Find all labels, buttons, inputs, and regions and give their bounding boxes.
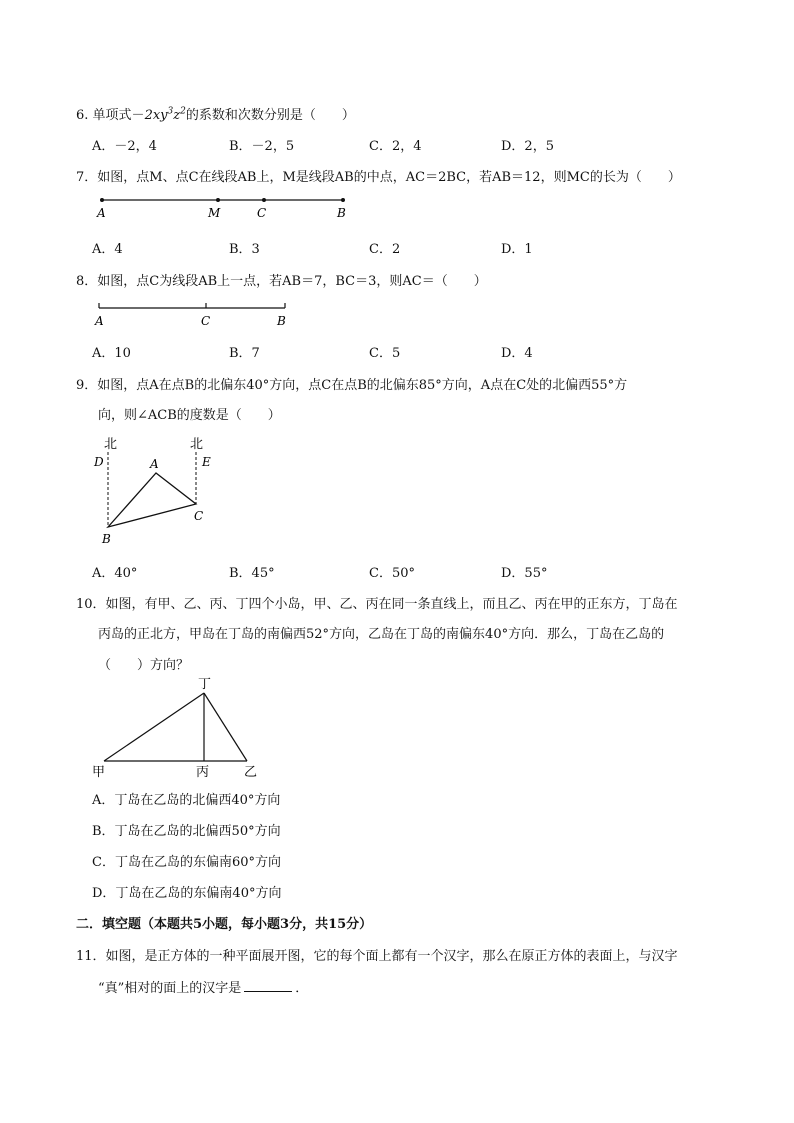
option-c[interactable]: C．5	[369, 346, 401, 361]
option-b[interactable]: B．－2，5	[229, 139, 295, 154]
point-b	[341, 198, 345, 202]
segment-figure-q8	[92, 298, 302, 330]
question-text: 单项式－	[92, 108, 145, 123]
point-m	[216, 198, 220, 202]
question-text: 的系数和次数分别是（ ）	[185, 108, 355, 123]
option-d[interactable]: D．2，5	[501, 139, 554, 154]
label-m: M	[208, 206, 221, 220]
label-c: C	[194, 509, 204, 523]
label-ding: 丁	[198, 677, 212, 692]
question-number: 10．	[76, 597, 106, 612]
label-a: A	[150, 457, 159, 471]
question-number: 9．	[76, 378, 98, 393]
line-ding-yi	[204, 693, 247, 761]
point-c	[262, 198, 266, 202]
question-10-line3: （ ）方向？	[98, 658, 190, 673]
question-9-line1	[76, 374, 627, 393]
label-yi: 乙	[244, 765, 258, 780]
line-jia-ding	[104, 693, 204, 761]
triangle-abc	[108, 473, 196, 527]
option-a[interactable]: A．10	[92, 346, 131, 361]
label-north-2: 北	[190, 437, 204, 452]
question-number: 7．	[76, 170, 98, 185]
question-text: 如图，点A在点B的北偏东40°方向，点C在点B的北偏东85°方向，A点在C处的北偏西55°方	[97, 378, 628, 393]
question-text: “真”相对的面上的汉字是	[98, 981, 242, 996]
question-text: ．	[295, 981, 309, 996]
option-d[interactable]: D．4	[501, 346, 533, 361]
question-number: 11．	[76, 949, 106, 964]
label-north-1: 北	[104, 437, 118, 452]
label-b: B	[102, 532, 111, 546]
label-b: B	[277, 314, 286, 328]
label-c: C	[257, 206, 267, 220]
label-b: B	[337, 206, 346, 220]
option-a[interactable]: A．－2，4	[92, 139, 157, 154]
label-jia: 甲	[92, 765, 106, 780]
option-d[interactable]: D．1	[501, 242, 533, 257]
label-e: E	[202, 455, 211, 469]
option-c[interactable]: C．50°	[369, 566, 415, 581]
label-bing: 丙	[196, 765, 210, 780]
option-b[interactable]: B．45°	[229, 566, 275, 581]
option-b[interactable]: B．7	[229, 346, 260, 361]
option-a[interactable]: A．丁岛在乙岛的北偏西40°方向	[92, 793, 281, 808]
question-text: 如图，点M、点C在线段AB上，M是线段AB的中点，AC＝2BC，若AB＝12，则MC的长为（ ）	[97, 170, 681, 185]
answer-blank[interactable]	[244, 979, 292, 992]
label-d: D	[94, 455, 104, 469]
question-text: 如图，是正方体的一种平面展开图，它的每个面上都有一个汉字，那么在原正方体的表面上，与汉字	[105, 949, 678, 964]
island-figure-q10	[88, 674, 268, 784]
question-text: 如图，有甲、乙、丙、丁四个小岛，甲、乙、丙在同一条直线上，而且乙、丙在甲的正东方，丁岛在	[105, 597, 678, 612]
direction-figure-q9	[88, 430, 228, 550]
option-c[interactable]: C．2	[369, 242, 401, 257]
option-b[interactable]: B．丁岛在乙岛的北偏西50°方向	[92, 824, 281, 839]
question-7-stem	[76, 166, 681, 185]
option-a[interactable]: A．4	[92, 242, 123, 257]
segment-figure-q7	[92, 192, 362, 222]
option-b[interactable]: B．3	[229, 242, 260, 257]
option-c[interactable]: C．丁岛在乙岛的东偏南60°方向	[92, 855, 281, 870]
question-number: 6.	[76, 108, 89, 123]
option-d[interactable]: D．丁岛在乙岛的东偏南40°方向	[92, 886, 282, 901]
option-c[interactable]: C．2，4	[369, 139, 422, 154]
label-c: C	[201, 314, 211, 328]
math-expression: $2xy^3z^2$	[144, 106, 186, 123]
question-11-line1	[76, 945, 678, 964]
label-a: A	[97, 206, 106, 220]
question-10-line1	[76, 593, 678, 612]
question-10-line2: 丙岛的正北方，甲岛在丁岛的南偏西52°方向，乙岛在丁岛的南偏东40°方向．那么，丁岛在乙岛的	[98, 627, 665, 642]
question-9-line2: 向，则∠ACB的度数是（ ）	[98, 408, 281, 423]
option-a[interactable]: A．40°	[92, 566, 138, 581]
question-text: 如图，点C为线段AB上一点，若AB＝7，BC＝3，则AC＝（ ）	[97, 274, 487, 289]
option-d[interactable]: D．55°	[501, 566, 548, 581]
point-a	[100, 198, 104, 202]
label-a: A	[95, 314, 104, 328]
question-number: 8．	[76, 274, 98, 289]
question-11-line2	[98, 977, 308, 996]
section-heading: 二．填空题（本题共5小题，每小题3分，共15分）	[76, 917, 373, 932]
question-8-stem	[76, 270, 487, 289]
question-6-stem	[76, 104, 355, 123]
